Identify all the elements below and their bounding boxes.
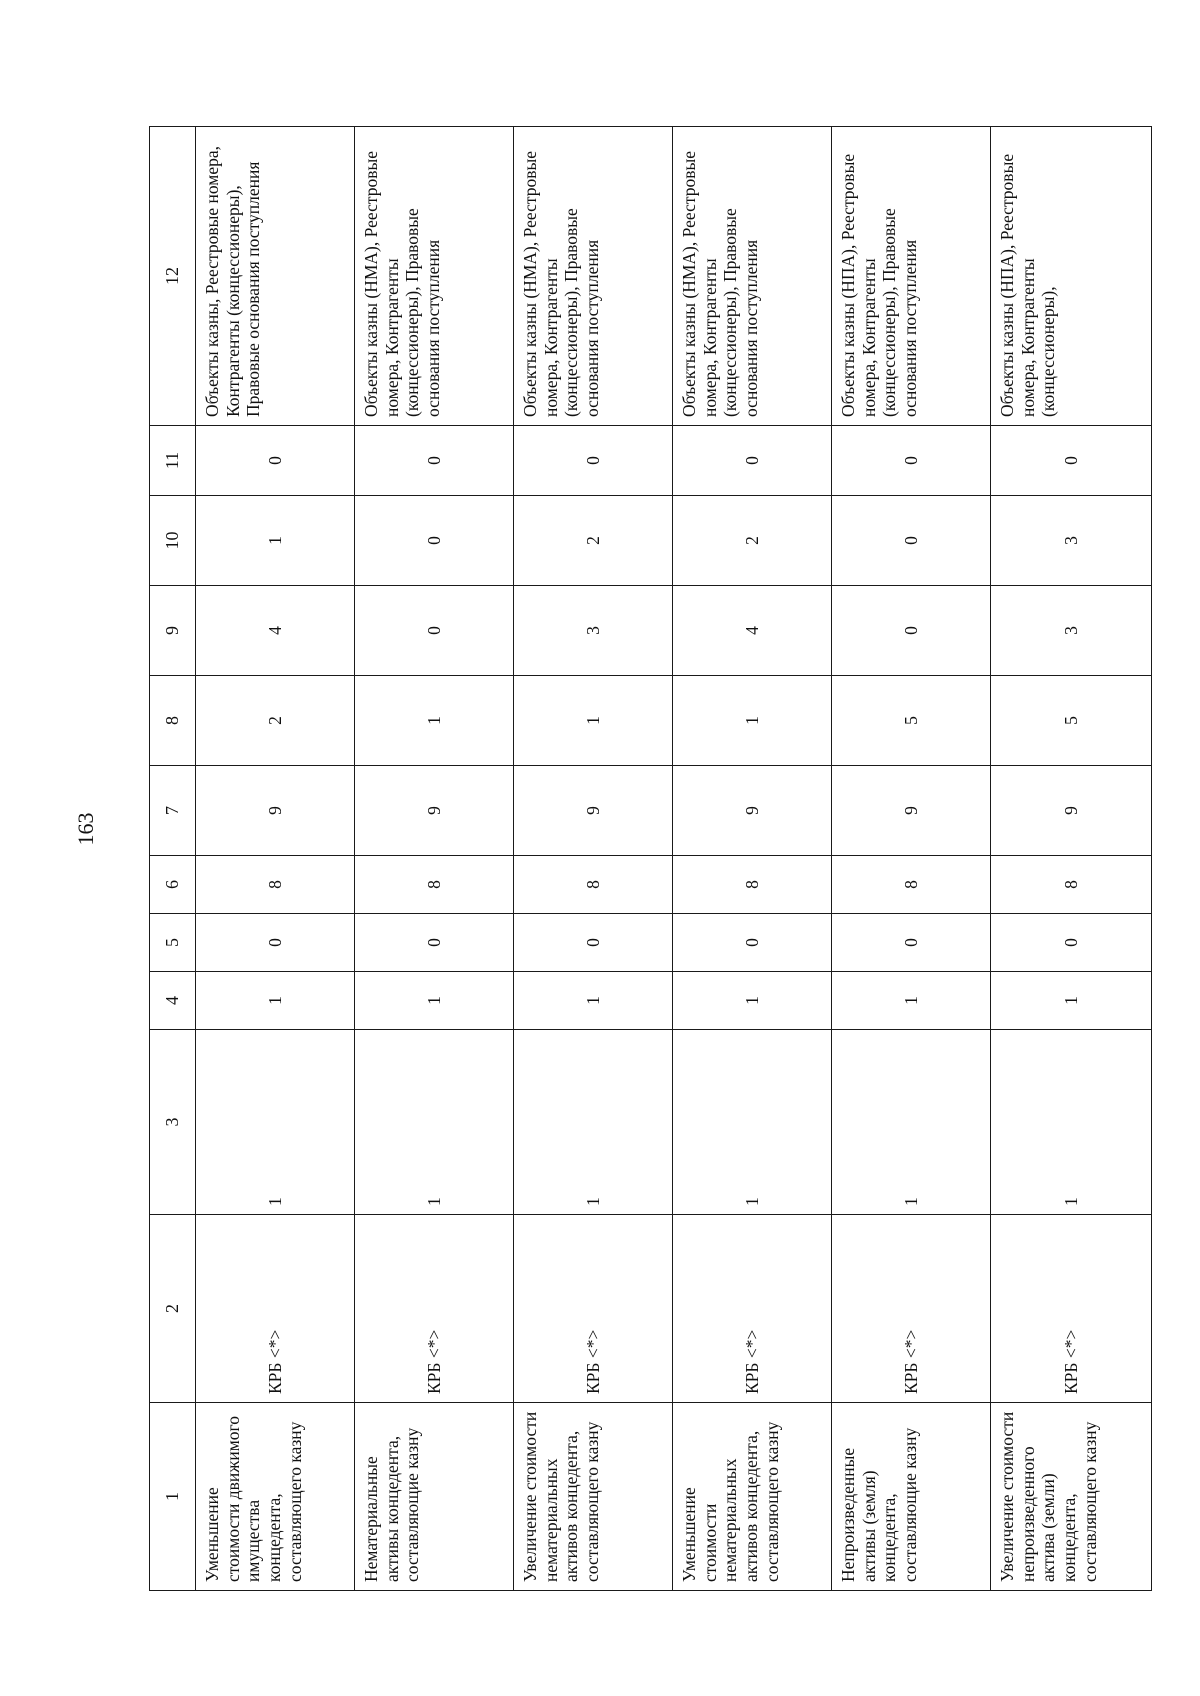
cell-account-name: Непроизведенные активы (земля) концедента, составляющие казну	[832, 1403, 991, 1591]
cell-col7: 9	[196, 766, 355, 856]
cell-account-name: Уменьшение стоимости движимого имущества концедента, составляющего казну	[196, 1403, 355, 1591]
cell-krb: КРБ <*>	[673, 1215, 832, 1403]
cell-col3: 1	[832, 1030, 991, 1215]
cell-analytics: Объекты казны (НПА), Реестровые номера, Контрагенты (концессионеры),	[991, 127, 1152, 426]
col-header-3: 3	[150, 1030, 196, 1215]
cell-analytics: Объекты казны (НПА), Реестровые номера, Контрагенты (концессионеры), Правовые основания поступления	[832, 127, 991, 426]
cell-krb: КРБ <*>	[514, 1215, 673, 1403]
cell-col5: 0	[832, 914, 991, 972]
cell-account-name: Увеличение стоимости нематериальных активов концедента, составляющего казну	[514, 1403, 673, 1591]
cell-col11: 0	[832, 426, 991, 496]
cell-col3: 1	[514, 1030, 673, 1215]
col-header-10: 10	[150, 496, 196, 586]
cell-col11: 0	[514, 426, 673, 496]
cell-col9: 3	[514, 586, 673, 676]
cell-analytics: Объекты казны (НМА), Реестровые номера, Контрагенты (концессионеры), Правовые основания поступления	[514, 127, 673, 426]
cell-krb: КРБ <*>	[196, 1215, 355, 1403]
table-row	[991, 127, 1152, 1591]
cell-col6: 8	[355, 856, 514, 914]
col-header-8: 8	[150, 676, 196, 766]
cell-col4: 1	[832, 972, 991, 1030]
cell-col7: 9	[355, 766, 514, 856]
table-row	[673, 127, 832, 1591]
cell-col6: 8	[673, 856, 832, 914]
col-header-1: 1	[150, 1403, 196, 1591]
cell-col9: 4	[673, 586, 832, 676]
cell-col6: 8	[514, 856, 673, 914]
col-header-6: 6	[150, 856, 196, 914]
cell-col10: 2	[673, 496, 832, 586]
cell-analytics: Объекты казны (НМА), Реестровые номера, Контрагенты (концессионеры), Правовые основания поступления	[355, 127, 514, 426]
cell-col4: 1	[673, 972, 832, 1030]
cell-col8: 5	[832, 676, 991, 766]
account-codes-table	[149, 126, 1152, 1591]
col-header-4: 4	[150, 972, 196, 1030]
col-header-5: 5	[150, 914, 196, 972]
cell-col7: 9	[514, 766, 673, 856]
cell-account-name: Уменьшение стоимости нематериальных активов концедента, составляющего казну	[673, 1403, 832, 1591]
cell-col11: 0	[991, 426, 1152, 496]
cell-col11: 0	[673, 426, 832, 496]
table-row	[355, 127, 514, 1591]
rotated-table-container	[149, 127, 1150, 1591]
cell-col8: 2	[196, 676, 355, 766]
cell-col4: 1	[991, 972, 1152, 1030]
cell-col4: 1	[355, 972, 514, 1030]
cell-col10: 2	[514, 496, 673, 586]
col-header-7: 7	[150, 766, 196, 856]
cell-col3: 1	[991, 1030, 1152, 1215]
cell-col8: 5	[991, 676, 1152, 766]
cell-col3: 1	[196, 1030, 355, 1215]
cell-col10: 1	[196, 496, 355, 586]
cell-col5: 0	[196, 914, 355, 972]
cell-analytics: Объекты казны, Реестровые номера, Контрагенты (концессионеры), Правовые основания поступления	[196, 127, 355, 426]
cell-col9: 4	[196, 586, 355, 676]
cell-krb: КРБ <*>	[991, 1215, 1152, 1403]
cell-col9: 3	[991, 586, 1152, 676]
cell-col9: 0	[355, 586, 514, 676]
cell-col10: 0	[355, 496, 514, 586]
cell-col6: 8	[196, 856, 355, 914]
cell-col3: 1	[355, 1030, 514, 1215]
col-header-12: 12	[150, 127, 196, 426]
cell-col9: 0	[832, 586, 991, 676]
cell-col8: 1	[355, 676, 514, 766]
cell-col11: 0	[196, 426, 355, 496]
col-header-11: 11	[150, 426, 196, 496]
cell-account-name: Нематериальные активы концедента, составляющие казну	[355, 1403, 514, 1591]
cell-col8: 1	[673, 676, 832, 766]
cell-col5: 0	[514, 914, 673, 972]
cell-col7: 9	[673, 766, 832, 856]
cell-account-name: Увеличение стоимости непроизведенного актива (земли) концедента, составляющего казну	[991, 1403, 1152, 1591]
cell-col8: 1	[514, 676, 673, 766]
cell-col6: 8	[991, 856, 1152, 914]
header-row	[150, 127, 196, 1591]
cell-col5: 0	[355, 914, 514, 972]
cell-col3: 1	[673, 1030, 832, 1215]
cell-col6: 8	[832, 856, 991, 914]
cell-col4: 1	[196, 972, 355, 1030]
cell-col10: 0	[832, 496, 991, 586]
cell-col4: 1	[514, 972, 673, 1030]
page-number: 163	[73, 812, 98, 846]
table-row	[196, 127, 355, 1591]
cell-col7: 9	[991, 766, 1152, 856]
cell-col5: 0	[673, 914, 832, 972]
col-header-2: 2	[150, 1215, 196, 1403]
cell-col11: 0	[355, 426, 514, 496]
col-header-9: 9	[150, 586, 196, 676]
cell-analytics: Объекты казны (НМА), Реестровые номера, Контрагенты (концессионеры), Правовые основания поступления	[673, 127, 832, 426]
cell-col7: 9	[832, 766, 991, 856]
cell-col10: 3	[991, 496, 1152, 586]
cell-col5: 0	[991, 914, 1152, 972]
cell-krb: КРБ <*>	[355, 1215, 514, 1403]
cell-krb: КРБ <*>	[832, 1215, 991, 1403]
table-row	[514, 127, 673, 1591]
table-row	[832, 127, 991, 1591]
